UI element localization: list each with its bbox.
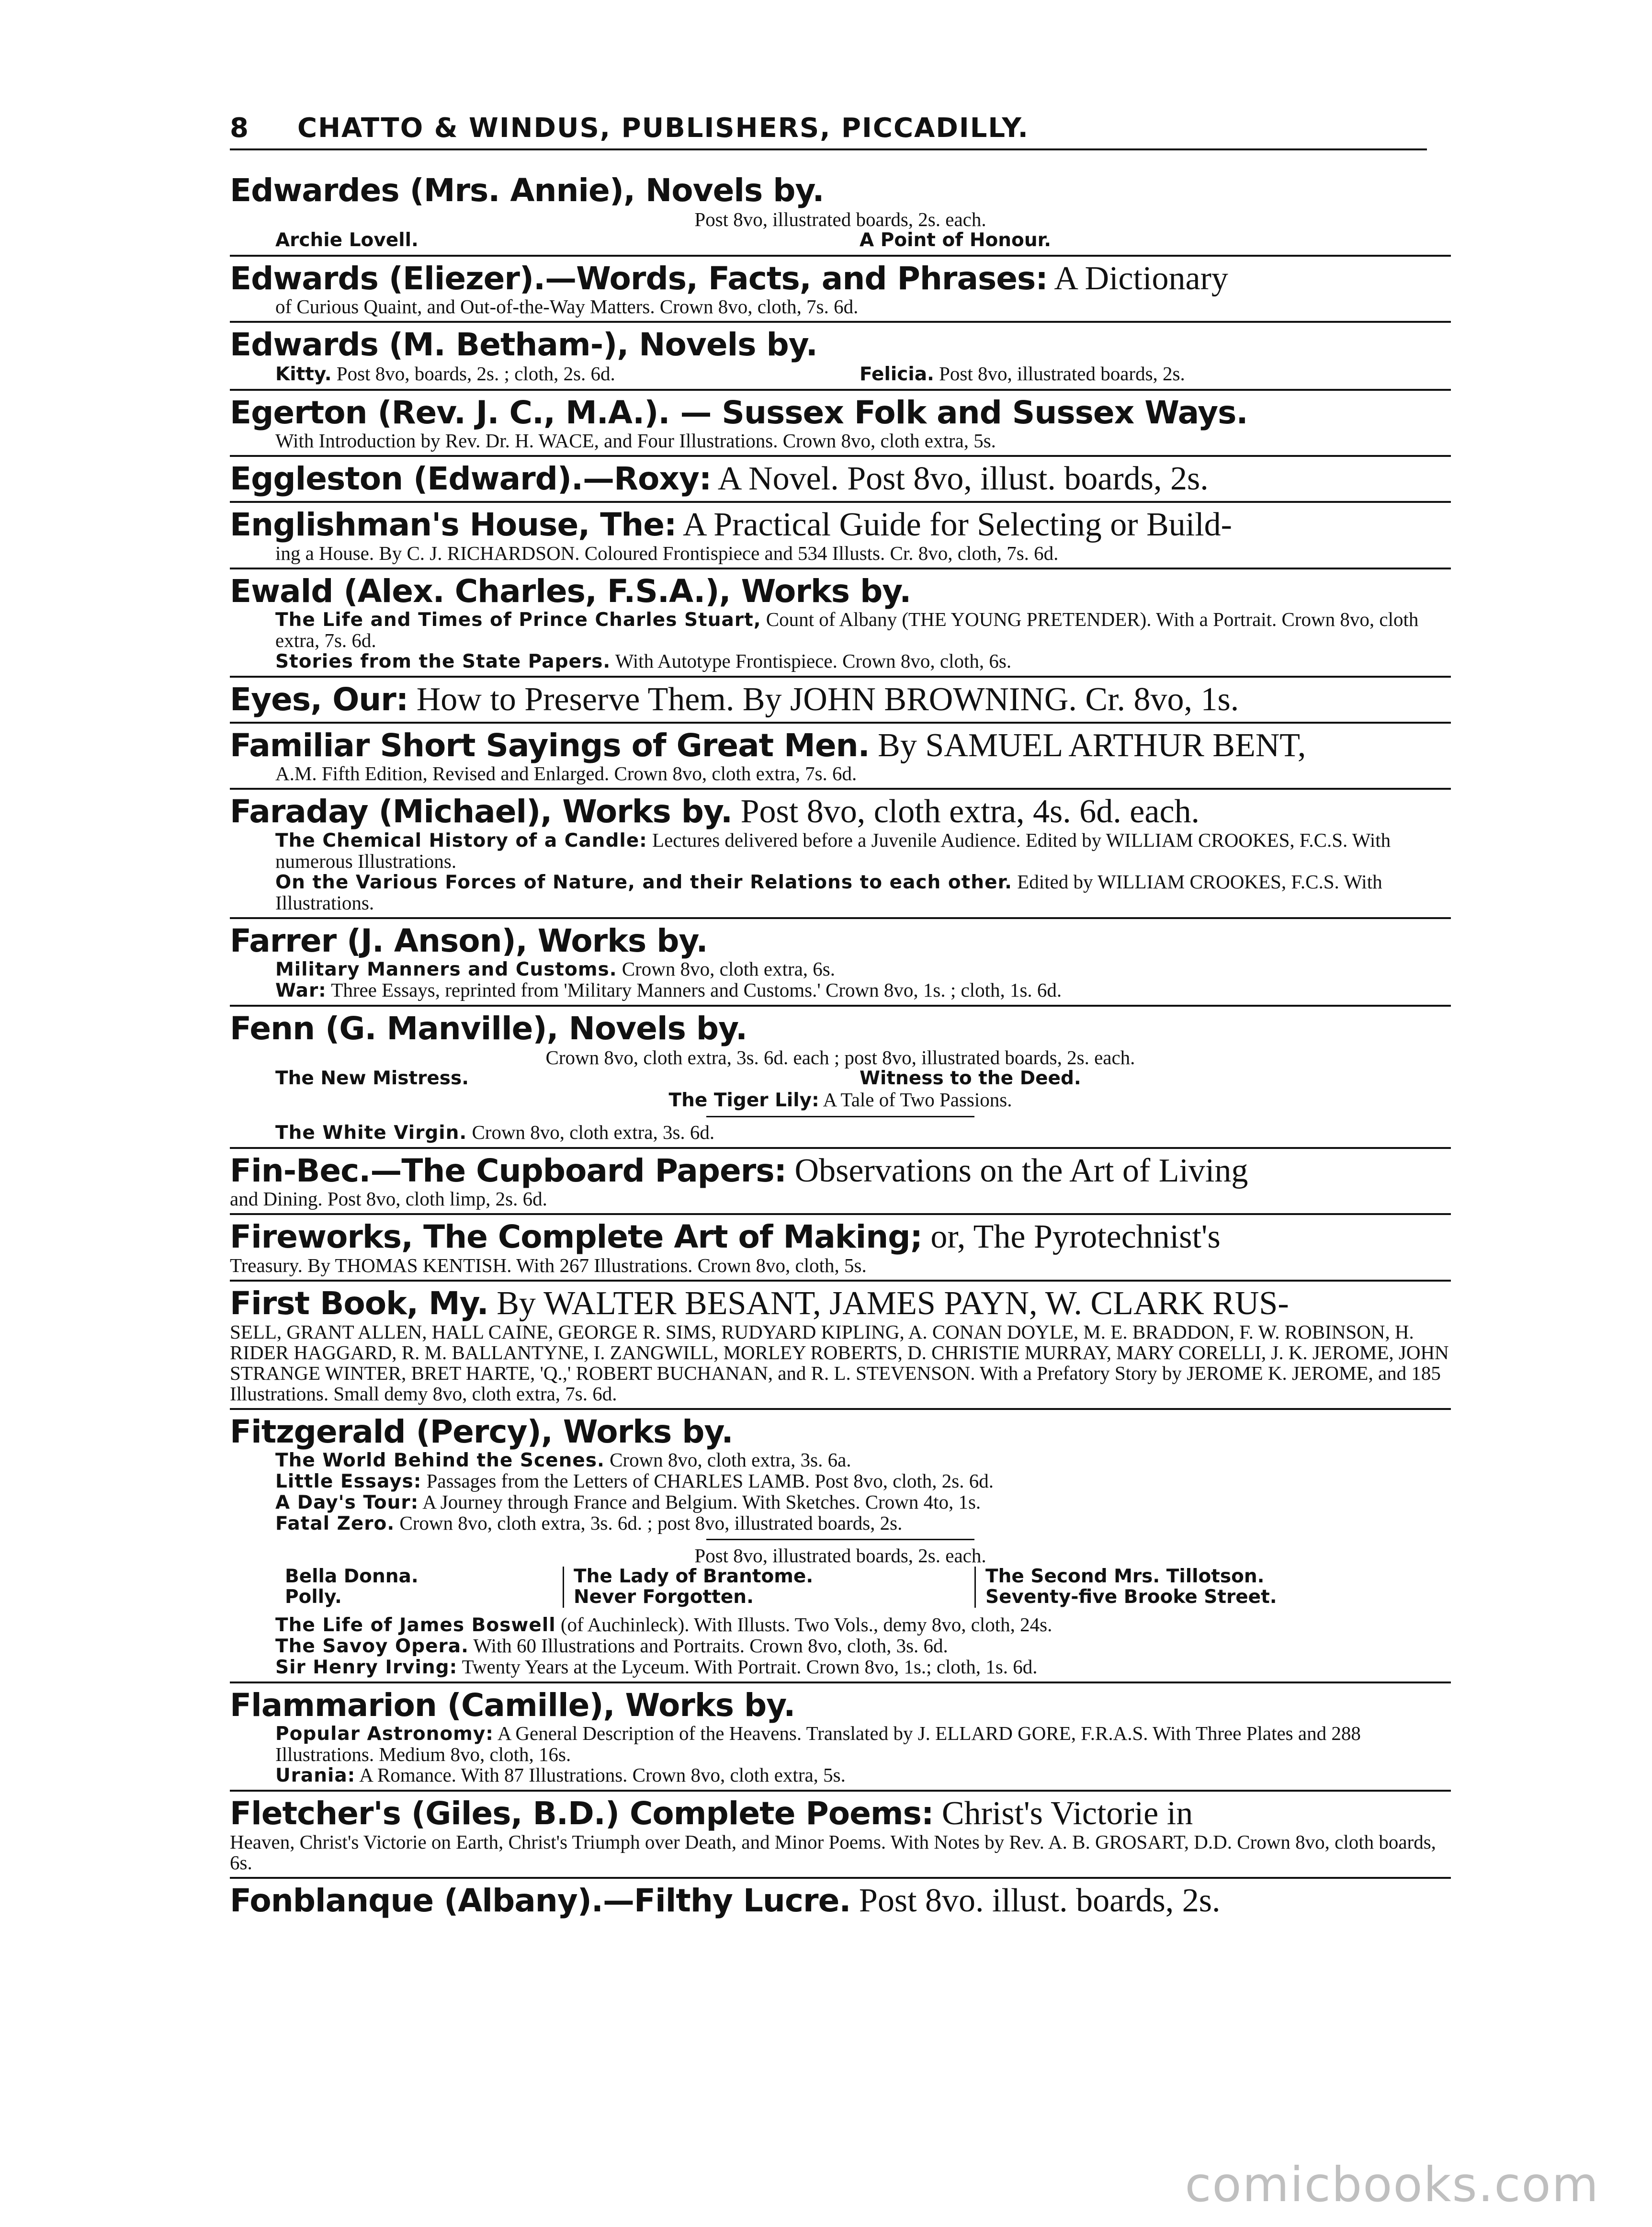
entry-heading-rest: A Practical Guide for Selecting or Build- [676, 506, 1232, 543]
entry-heading-rest: How to Preserve Them. By JOHN BROWNING. Cr. 8vo, 1s. [408, 681, 1239, 718]
title-row [230, 1068, 1451, 1089]
entry-heading: Familiar Short Sayings of Great Men. [230, 727, 870, 764]
book-title: Bella Donna. [285, 1566, 419, 1588]
entry-heading: Eggleston (Edward).—Roxy: [230, 460, 712, 498]
work-line [230, 651, 1451, 672]
entry-familiar-sayings [230, 724, 1451, 790]
watermark: comicbooks.com [1185, 2157, 1599, 2213]
book-detail: Post 8vo, boards, 2s. ; cloth, 2s. 6d. [331, 362, 615, 385]
entry-heading: Eyes, Our: [230, 681, 408, 718]
entry-first-book [230, 1282, 1451, 1410]
price-line: Post 8vo, illustrated boards, 2s. each. [694, 1545, 986, 1567]
entry-fin-bec [230, 1149, 1451, 1216]
book-title: The Life and Times of Prince Charles Stuart, [275, 609, 761, 631]
book-detail: With Autotype Frontispiece. Crown 8vo, cloth, 6s. [611, 650, 1012, 672]
entry-fireworks [230, 1215, 1451, 1282]
book-detail: Twenty Years at the Lyceum. With Portrait. Crown 8vo, 1s.; cloth, 1s. 6d. [457, 1655, 1038, 1678]
entry-heading: Fonblanque (Albany).—Filthy Lucre. [230, 1882, 851, 1920]
book-title: The Second Mrs. Tillotson. [974, 1567, 1405, 1587]
entry-heading-rest: By SAMUEL ARTHUR BENT, [869, 727, 1306, 764]
work-line [230, 1471, 1451, 1492]
book-title: Kitty. [275, 363, 332, 385]
book-detail: Three Essays, reprinted from 'Military Manners and Customs.' Crown 8vo, 1s. ; cloth, 1s. 6d. [326, 979, 1062, 1001]
divider [706, 1539, 974, 1540]
entry-heading: Edwardes (Mrs. Annie), Novels by. [230, 172, 824, 209]
entry-heading: Faraday (Michael), Works by. [230, 793, 733, 830]
entry-heading-rest: or, The Pyrotechnist's [922, 1218, 1221, 1256]
entry-heading-rest: Post 8vo, cloth extra, 4s. 6d. each. [732, 793, 1200, 830]
book-detail: Crown 8vo, cloth extra, 3s. 6d. ; post 8vo, illustrated boards, 2s. [395, 1512, 903, 1534]
book-title: Polly. [285, 1586, 342, 1608]
work-line [230, 980, 1451, 1001]
book-title: The Lady of Brantome. [563, 1567, 974, 1587]
entry-heading: First Book, My. [230, 1285, 488, 1322]
book-detail: With 60 Illustrations and Portraits. Crown 8vo, cloth, 3s. 6d. [468, 1634, 948, 1657]
entry-heading: Fletcher's (Giles, B.D.) Complete Poems: [230, 1795, 934, 1832]
book-detail: (of Auchinleck). With Illusts. Two Vols., demy 8vo, cloth, 24s. [555, 1613, 1052, 1636]
book-detail: Edited by WILLIAM CROOKES, F.C.S. With Illustrations. [275, 870, 1382, 914]
book-title: The Chemical History of a Candle: [275, 829, 647, 852]
entry-description: of Curious Quaint, and Out-of-the-Way Matters. Crown 8vo, cloth, 7s. 6d. [275, 295, 859, 318]
entry-egerton [230, 391, 1451, 457]
book-detail: A Romance. With 87 Illustrations. Crown 8vo, cloth extra, 5s. [355, 1764, 846, 1786]
entry-heading: Edwards (M. Betham-), Novels by. [230, 326, 817, 364]
title-grid [230, 1567, 1451, 1608]
book-title: Military Manners and Customs. [275, 959, 617, 981]
book-detail: Post 8vo, illustrated boards, 2s. [934, 362, 1185, 385]
entry-heading: Fitzgerald (Percy), Works by. [230, 1413, 733, 1450]
divider [706, 1116, 974, 1117]
entry-faraday [230, 790, 1451, 919]
entry-fletcher [230, 1792, 1451, 1879]
entry-description: Heaven, Christ's Victorie on Earth, Christ's Triumph over Death, and Minor Poems. With Notes by Rev. A. B. GROSART, D.D. Crown 8vo, cloth boards, 6s. [230, 1830, 1436, 1874]
work-line [230, 1657, 1451, 1678]
work-line [230, 1450, 1451, 1471]
book-title: Little Essays: [275, 1471, 422, 1493]
entry-heading-rest: Post 8vo. illust. boards, 2s. [850, 1882, 1221, 1920]
entry-heading-rest: Observations on the Art of Living [786, 1152, 1248, 1189]
entry-flammarion [230, 1683, 1451, 1792]
entry-heading: Flammarion (Camille), Works by. [230, 1686, 795, 1724]
work-line [230, 1492, 1451, 1513]
work-line [230, 1636, 1451, 1657]
book-title: The White Virgin. [275, 1122, 467, 1144]
work-line [230, 872, 1451, 913]
entry-heading-rest: A Dictionary [1047, 260, 1228, 297]
book-title: Urania: [275, 1765, 356, 1787]
page-number: 8 [230, 113, 249, 144]
entry-heading: Ewald (Alex. Charles, F.S.A.), Works by. [230, 572, 911, 610]
work-line [230, 1765, 1451, 1786]
entry-description: ing a House. By C. J. RICHARDSON. Coloured Frontispiece and 534 Illusts. Cr. 8vo, cloth, 7s. 6d. [275, 542, 1059, 564]
book-title: On the Various Forces of Nature, and their Relations to each other. [275, 871, 1013, 893]
book-title: Witness to the Deed. [860, 1068, 1081, 1090]
price-line: Post 8vo, illustrated boards, 2s. each. [694, 208, 986, 230]
work-line [230, 830, 1451, 872]
entry-farrer [230, 919, 1451, 1007]
book-title: A Point of Honour. [860, 229, 1052, 251]
book-title: Felicia. [860, 363, 934, 385]
book-title: Stories from the State Papers. [275, 651, 611, 673]
entry-edwards-eliezer [230, 257, 1451, 323]
entry-heading: Fenn (G. Manville), Novels by. [230, 1010, 747, 1047]
entry-edwards-betham [230, 323, 1451, 390]
work-line [230, 1723, 1451, 1765]
book-detail: Crown 8vo, cloth extra, 3s. 6a. [604, 1449, 851, 1471]
running-title: CHATTO & WINDUS, PUBLISHERS, PICCADILLY. [297, 113, 1029, 144]
book-detail: A Journey through France and Belgium. With Sketches. Crown 4to, 1s. [419, 1491, 981, 1513]
entry-heading: Fireworks, The Complete Art of Making; [230, 1218, 922, 1256]
entry-heading: Fin-Bec.—The Cupboard Papers: [230, 1152, 787, 1189]
book-title: The Life of James Boswell [275, 1614, 556, 1636]
entry-heading: Farrer (J. Anson), Works by. [230, 922, 708, 959]
page-header [230, 113, 1427, 150]
entry-description: Treasury. By THOMAS KENTISH. With 267 Illustrations. Crown 8vo, cloth, 5s. [230, 1254, 867, 1276]
book-title: The Savoy Opera. [275, 1635, 469, 1657]
book-title: The Tiger Lily: [668, 1089, 819, 1111]
book-title: Never Forgotten. [563, 1587, 974, 1608]
book-title: Fatal Zero. [275, 1513, 395, 1535]
work-line [230, 959, 1451, 980]
book-title: Seventy-five Brooke Street. [974, 1587, 1405, 1608]
entry-eggleston [230, 457, 1451, 503]
book-title: A Day's Tour: [275, 1492, 419, 1514]
entry-heading-rest: Christ's Victorie in [933, 1795, 1193, 1832]
entry-heading: Englishman's House, The: [230, 506, 677, 543]
catalogue-column [230, 113, 1451, 1923]
entry-heading-rest: By WALTER BESANT, JAMES PAYN, W. CLARK RUS- [488, 1285, 1289, 1322]
work-line [230, 1614, 1451, 1636]
book-detail: Crown 8vo, cloth extra, 3s. 6d. [467, 1121, 715, 1143]
book-detail: Passages from the Letters of CHARLES LAMB. Post 8vo, cloth, 2s. 6d. [421, 1470, 994, 1492]
book-detail: Lectures delivered before a Juvenile Audience. Edited by WILLIAM CROOKES, F.C.S. With numerous Illustrations. [275, 829, 1391, 872]
work-line [230, 1122, 1451, 1143]
price-line: Crown 8vo, cloth extra, 3s. 6d. each ; post 8vo, illustrated boards, 2s. each. [545, 1046, 1135, 1068]
entry-heading-rest: A Novel. Post 8vo, illust. boards, 2s. [711, 460, 1209, 498]
entry-description: A.M. Fifth Edition, Revised and Enlarged. Crown 8vo, cloth extra, 7s. 6d. [275, 762, 857, 785]
book-detail: A Tale of Two Passions. [819, 1088, 1012, 1111]
book-title: Popular Astronomy: [275, 1723, 494, 1745]
book-title: The New Mistress. [275, 1068, 469, 1090]
book-detail: Count of Albany (THE YOUNG PRETENDER). With a Portrait. Crown 8vo, cloth extra, 7s. 6d. [275, 608, 1419, 652]
entry-englishmans-house [230, 503, 1451, 569]
book-title: Sir Henry Irving: [275, 1656, 458, 1678]
entry-description: and Dining. Post 8vo, cloth limp, 2s. 6d. [230, 1188, 547, 1210]
entry-fonblanque [230, 1879, 1451, 1923]
entry-fitzgerald [230, 1410, 1451, 1683]
work-line [230, 1513, 1451, 1534]
entry-heading: Egerton (Rev. J. C., M.A.). — Sussex Folk and Sussex Ways. [230, 394, 1248, 431]
entry-ewald [230, 569, 1451, 678]
book-title: War: [275, 980, 327, 1002]
entry-description: SELL, GRANT ALLEN, HALL CAINE, GEORGE R. SIMS, RUDYARD KIPLING, A. CONAN DOYLE, M. E. BRADDON, F. W. ROBINSON, H. RIDER HAGGARD, R. M. BALLANTYNE, I. ZANGWILL, MORLEY ROBERTS, D. CHRISTIE MURRAY, MARY CORELLI, J. K. JEROME, JOHN STRANGE WINTER, BRET HARTE, 'Q.,' ROBERT BUCHANAN, and R. L. STEVENSON. With a Prefatory Story by JEROME K. JEROME, and 185 Illustrations. Small demy 8vo, cloth extra, 7s. 6d. [230, 1320, 1449, 1405]
entry-edwardes [230, 169, 1451, 257]
title-row [230, 363, 1451, 385]
entry-description: With Introduction by Rev. Dr. H. WACE, and Four Illustrations. Crown 8vo, cloth extra, 5s. [275, 430, 996, 452]
book-detail: Crown 8vo, cloth extra, 6s. [617, 958, 836, 980]
entry-eyes-our [230, 678, 1451, 724]
book-title: The World Behind the Scenes. [275, 1450, 605, 1472]
work-line [230, 609, 1451, 651]
entry-heading: Edwards (Eliezer).—Words, Facts, and Phrases: [230, 260, 1048, 297]
book-detail: A General Description of the Heavens. Translated by J. ELLARD GORE, F.R.A.S. With Three Plates and 288 Illustrations. Medium 8vo, cloth, 16s. [275, 1722, 1361, 1766]
book-title: Archie Lovell. [275, 229, 419, 251]
title-row [230, 230, 1451, 251]
work-line [230, 1089, 1451, 1111]
entry-fenn [230, 1007, 1451, 1148]
